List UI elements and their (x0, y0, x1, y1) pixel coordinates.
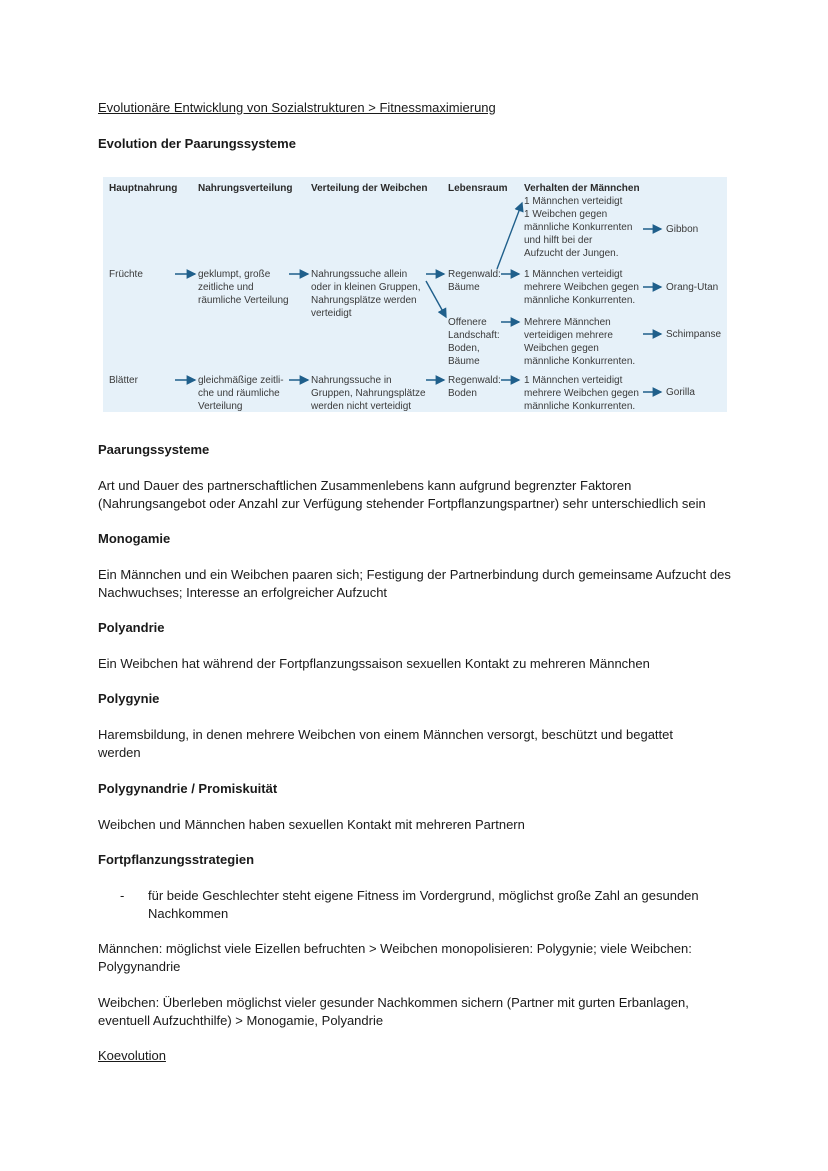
habitat-rainforest-ground: Regenwald: Boden (448, 375, 501, 399)
mating-systems-diagram (103, 177, 727, 412)
header-female-distribution: Verteilung der Weibchen (311, 183, 428, 194)
polyandrie-text: Ein Weibchen hat während der Fortpflanzungssaison sexuellen Kontakt zu mehreren Männchen (98, 656, 650, 671)
species-gibbon: Gibbon (666, 224, 699, 235)
food-fruits: Früchte (109, 269, 143, 280)
header-main-food: Hauptnahrung (109, 183, 178, 194)
species-orang-utan: Orang-Utan (666, 282, 719, 293)
male-orang-text: 1 Männchen verteidigt mehrere Weibchen gegen männliche Konkurrenten. (524, 269, 639, 306)
arrow-females-to-open (426, 281, 446, 317)
header-habitat: Lebensraum (448, 183, 508, 194)
distribution-clumped: geklumpt, große zeitliche und räumliche Verteilung (198, 269, 289, 306)
arrow-rainforest-to-gibbon (497, 203, 522, 269)
heading-monogamie: Monogamie (98, 531, 171, 546)
bullet-text: für beide Geschlechter steht eigene Fitness im Vordergrund, möglichst große Zahl an gesunden Nachkommen (148, 888, 699, 921)
species-schimpanse: Schimpanse (666, 329, 722, 340)
heading-polygynie: Polygynie (98, 691, 160, 706)
header-male-behavior: Verhalten der Männchen (524, 183, 640, 194)
heading-paarungssysteme: Paarungssysteme (98, 442, 210, 457)
females-alone: Nahrungssuche allein oder in kleinen Gruppen, Nahrungsplätze werden verteidigt (311, 269, 421, 319)
document-title: Evolutionäre Entwicklung von Sozialstrukturen > Fitnessmaximierung (98, 100, 496, 115)
species-gorilla: Gorilla (666, 387, 695, 398)
habitat-open-landscape: Offenere Landschaft: Boden, Bäume (448, 317, 500, 367)
paarungssysteme-text: Art und Dauer des partnerschaftlichen Zusammenlebens kann aufgrund begrenzter Faktoren (Nahrungsangebot oder Anzahl zur Verfügung stehender Fortpflanzungspartner) sehr unterschiedlich sein (98, 478, 706, 511)
male-gorilla-text: 1 Männchen verteidigt mehrere Weibchen gegen männliche Konkurrenten. (524, 375, 639, 412)
male-gibbon-text: 1 Männchen verteidigt 1 Weibchen gegen männliche Konkurrenten und hilft bei der Aufzucht der Jungen. (524, 196, 633, 259)
polygynandrie-text: Weibchen und Männchen haben sexuellen Kontakt mit mehreren Partnern (98, 817, 525, 832)
heading-fortpflanzungsstrategien: Fortpflanzungsstrategien (98, 852, 255, 867)
distribution-even: gleichmäßige zeitli- che und räumliche Verteilung (198, 375, 284, 412)
polygynie-text: Haremsbildung, in denen mehrere Weibchen von einem Männchen versorgt, beschützt und begattet werden (98, 727, 673, 760)
heading-polygynandrie: Polygynandrie / Promiskuität (98, 781, 278, 796)
heading-evolution: Evolution der Paarungssysteme (98, 136, 296, 151)
heading-polyandrie: Polyandrie (98, 620, 165, 635)
habitat-rainforest-trees: Regenwald: Bäume (448, 269, 501, 293)
food-leaves: Blätter (109, 375, 138, 386)
maennchen-text: Männchen: möglichst viele Eizellen befruchten > Weibchen monopolisieren: Polygynie; viele Weibchen: Polygynandrie (98, 941, 692, 974)
bullet-dash: - (120, 888, 125, 903)
weibchen-text: Weibchen: Überleben möglichst vieler gesunder Nachkommen sichern (Partner mit gurten Erbanlagen, eventuell Aufzuchthilfe) > Monogamie, Polyandrie (98, 995, 689, 1028)
females-groups: Nahrungssuche in Gruppen, Nahrungsplätze werden nicht verteidigt (311, 375, 426, 412)
heading-koevolution: Koevolution (98, 1048, 166, 1063)
monogamie-text: Ein Männchen und ein Weibchen paaren sich; Festigung der Partnerbindung durch gemeinsame Aufzucht des Nachwuchses; Interesse an erfolgreicher Aufzucht (98, 567, 731, 600)
header-food-distribution: Nahrungsverteilung (198, 183, 293, 194)
male-chimp-text: Mehrere Männchen verteidigen mehrere Weibchen gegen männliche Konkurrenten. (524, 317, 636, 367)
